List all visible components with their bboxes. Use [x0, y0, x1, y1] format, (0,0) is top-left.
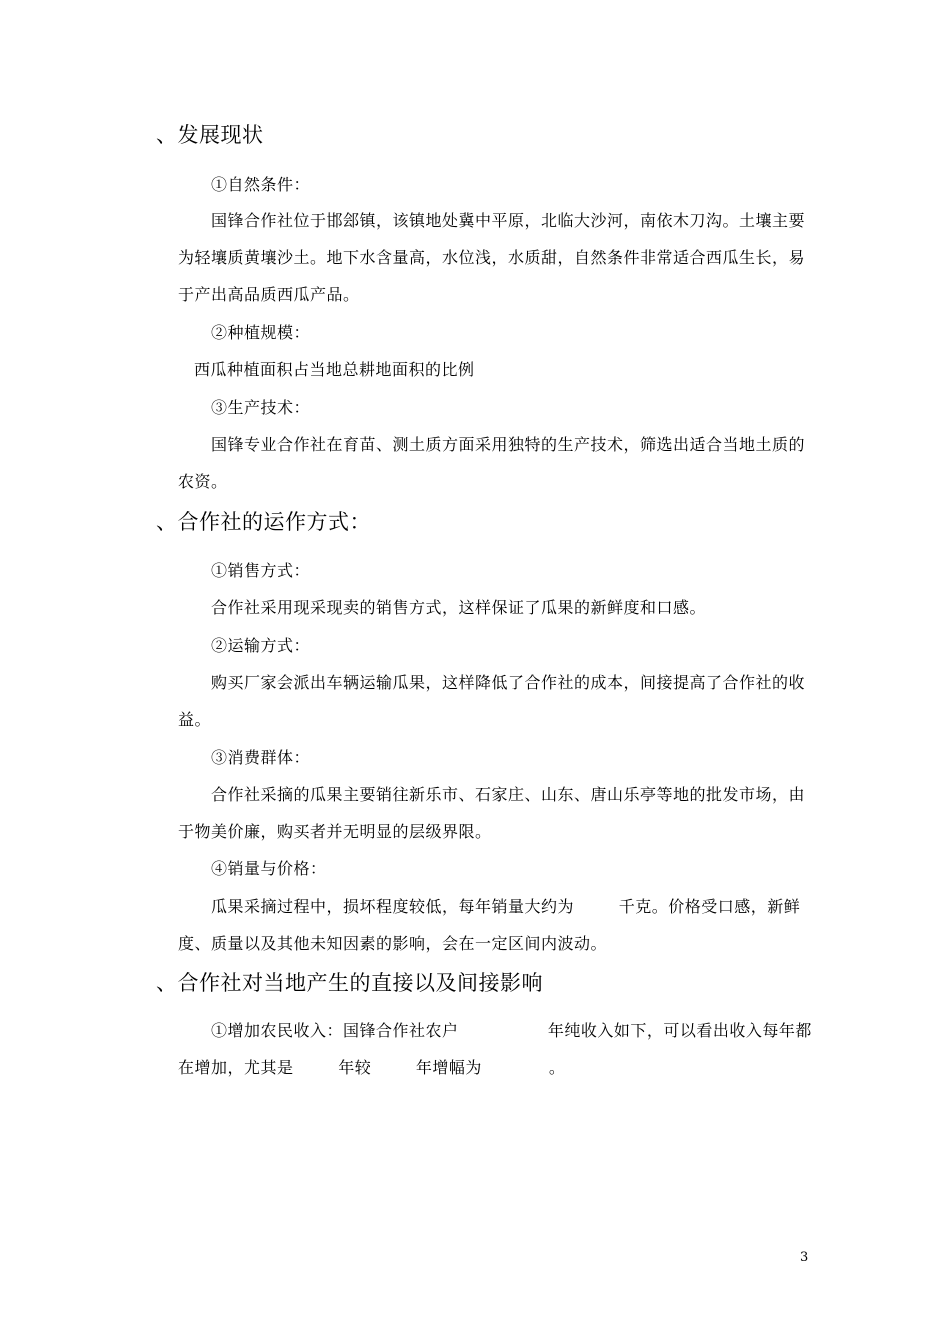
item-label-natural-conditions: ①自然条件：	[211, 175, 311, 194]
page-number: 3	[800, 1250, 809, 1265]
item-label-sales-and-price: ④销量与价格：	[211, 859, 327, 878]
paragraph-line: 国锋合作社位于邯郐镇，该镇地处冀中平原，北临大沙河，南依木刀沟。土壤主要	[211, 211, 806, 230]
paragraph-line: ①增加农民收入：国锋合作社农户 年纯收入如下，可以看出收入每年都	[211, 1021, 812, 1040]
section-heading-development-status: 、发展现状	[156, 123, 264, 147]
paragraph-line: 度、质量以及其他未知因素的影响，会在一定区间内波动。	[178, 934, 608, 953]
paragraph-line: 合作社采摘的瓜果主要销往新乐市、石家庄、山东、唐山乐亭等地的批发市场，由	[211, 785, 806, 804]
item-label-transport-method: ②运输方式：	[211, 636, 311, 655]
section-heading-local-impact: 、合作社对当地产生的直接以及间接影响	[156, 971, 543, 995]
paragraph-line: 益。	[178, 710, 212, 729]
paragraph-line: 在增加，尤其是 年较 年增幅为 。	[178, 1058, 566, 1077]
item-label-sales-method: ①销售方式：	[211, 561, 311, 580]
item-label-production-technology: ③生产技术：	[211, 398, 311, 417]
paragraph-line: 国锋专业合作社在育苗、测土质方面采用独特的生产技术，筛选出适合当地土质的	[211, 435, 806, 454]
paragraph-line: 于产出高品质西瓜产品。	[178, 285, 360, 304]
item-label-planting-scale: ②种植规模：	[211, 323, 311, 342]
paragraph-line: 购买厂家会派出车辆运输瓜果，这样降低了合作社的成本，间接提高了合作社的收	[211, 673, 806, 692]
paragraph-line: 农资。	[178, 472, 228, 491]
item-label-consumer-group: ③消费群体：	[211, 748, 311, 767]
section-heading-operation-mode: 、合作社的运作方式：	[156, 510, 371, 534]
paragraph-line: 于物美价廉，购买者并无明显的层级界限。	[178, 822, 492, 841]
paragraph-line: 西瓜种植面积占当地总耕地面积的比例	[194, 360, 475, 379]
paragraph-line: 为轻壤质黄壤沙土。地下水含量高，水位浅，水质甜，自然条件非常适合西瓜生长，易	[178, 248, 806, 267]
paragraph-line: 合作社采用现采现卖的销售方式，这样保证了瓜果的新鲜度和口感。	[211, 598, 707, 617]
paragraph-line: 瓜果采摘过程中，损坏程度较低，每年销量大约为 千克。价格受口感，新鲜	[211, 897, 801, 916]
